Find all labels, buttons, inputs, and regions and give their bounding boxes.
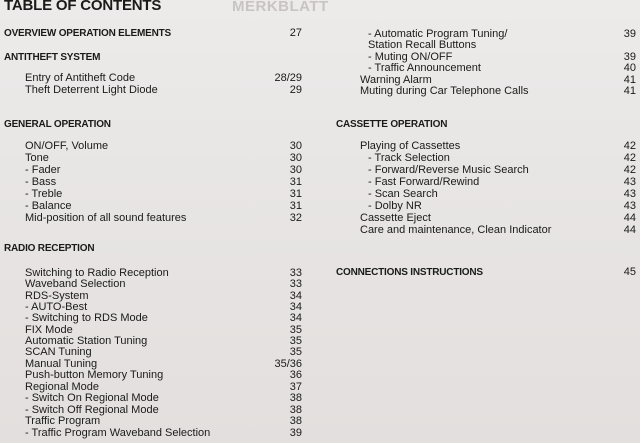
entry-label: FIX Mode	[25, 324, 73, 336]
entry-label: - Automatic Program Tuning/	[368, 28, 508, 40]
entry-label: - Switch Off Regional Mode	[25, 404, 159, 416]
page-number: 31	[289, 188, 302, 200]
entry-label: Care and maintenance, Clean Indicator	[360, 224, 552, 236]
entry-label: - Treble	[25, 188, 63, 200]
toc-entry	[360, 140, 636, 152]
entry-label: - Traffic Announcement	[368, 62, 481, 74]
page-number: 32	[289, 212, 302, 224]
entry-label: Regional Mode	[25, 381, 99, 393]
entry-label: - Muting ON/OFF	[368, 51, 453, 63]
page-number: 29	[289, 84, 302, 96]
page-number: 35	[289, 324, 302, 336]
page-number: 38	[289, 415, 302, 427]
entry-label: - Bass	[25, 176, 57, 188]
page-number: 37	[289, 381, 302, 393]
toc-entry	[368, 62, 636, 74]
entry-label: Push-button Memory Tuning	[25, 369, 164, 381]
section-heading-general: GENERAL OPERATION	[4, 119, 111, 130]
entry-label: - Switching to RDS Mode	[25, 312, 148, 324]
entry-label: Mid-position of all sound features	[25, 212, 187, 224]
toc-entry	[368, 200, 636, 212]
toc-entry	[25, 140, 302, 152]
entry-label: Tone	[25, 152, 49, 164]
entry-label: - Dolby NR	[368, 200, 422, 212]
page-title: TABLE OF CONTENTS	[4, 0, 162, 14]
entry-label: Station Recall Buttons	[368, 39, 477, 51]
entry-label: Manual Tuning	[25, 358, 98, 370]
page-number: 36	[289, 369, 302, 381]
entry-label: Muting during Car Telephone Calls	[360, 85, 529, 97]
page-number: 42	[623, 152, 636, 164]
page-number: 45	[623, 266, 636, 278]
toc-entry	[25, 164, 302, 176]
toc-entry	[368, 152, 636, 164]
page-number: 40	[623, 62, 636, 74]
toc-entry	[25, 415, 302, 427]
toc-entry	[25, 278, 302, 290]
entry-label: Entry of Antitheft Code	[25, 72, 136, 84]
entry-label: - Track Selection	[368, 152, 450, 164]
page-number: 31	[289, 176, 302, 188]
section-heading-radio: RADIO RECEPTION	[4, 243, 95, 254]
page-number: 41	[623, 74, 636, 86]
entry-label: - Traffic Program Waveband Selection	[25, 427, 211, 439]
entry-label: Playing of Cassettes	[360, 140, 461, 152]
page-number: 33	[289, 267, 302, 279]
toc-entry	[25, 176, 302, 188]
page-number: 39	[623, 28, 636, 40]
section-heading-antitheft: ANTITHEFT SYSTEM	[4, 52, 101, 63]
entry-label: Waveband Selection	[25, 278, 126, 290]
page-number: 33	[289, 278, 302, 290]
toc-entry	[25, 188, 302, 200]
entry-label: - AUTO-Best	[25, 301, 88, 313]
entry-label: - Fast Forward/Rewind	[368, 176, 480, 188]
toc-entry	[25, 427, 302, 439]
entry-label: Warning Alarm	[360, 74, 432, 86]
page-number: 35	[289, 335, 302, 347]
toc-entry	[25, 84, 302, 96]
toc-entry	[368, 176, 636, 188]
toc-entry-connections	[336, 266, 636, 278]
page-number: 39	[289, 427, 302, 439]
page-number: 34	[289, 301, 302, 313]
page-number: 34	[289, 312, 302, 324]
entry-label: - Fader	[25, 164, 61, 176]
entry-label: Automatic Station Tuning	[25, 335, 148, 347]
entry-label: RDS-System	[25, 290, 89, 302]
entry-label: SCAN Tuning	[25, 346, 92, 358]
entry-label: Cassette Eject	[360, 212, 431, 224]
page-number: 39	[623, 51, 636, 63]
page-number: 27	[289, 27, 302, 39]
page-number: 43	[623, 176, 636, 188]
entry-label: Switching to Radio Reception	[25, 267, 169, 279]
section-heading-cassette: CASSETTE OPERATION	[336, 119, 448, 130]
toc-entry	[368, 164, 636, 176]
page-number: 30	[289, 140, 302, 152]
toc-entry	[25, 200, 302, 212]
page-number: 34	[289, 290, 302, 302]
toc-entry	[25, 212, 302, 224]
section-heading-overview: OVERVIEW OPERATION ELEMENTS	[4, 28, 172, 39]
page-number: 31	[289, 200, 302, 212]
toc-entry	[368, 39, 636, 51]
toc-entry	[25, 346, 302, 358]
page-number: 42	[623, 164, 636, 176]
toc-entry	[25, 152, 302, 164]
page-number: 30	[289, 152, 302, 164]
page-number: 42	[623, 140, 636, 152]
page-number: 44	[623, 212, 636, 224]
page-number: 28/29	[274, 72, 302, 84]
entry-label: - Scan Search	[368, 188, 438, 200]
page-number: 38	[289, 404, 302, 416]
entry-label: - Forward/Reverse Music Search	[368, 164, 529, 176]
toc-entry	[360, 85, 636, 97]
toc-entry	[25, 312, 302, 324]
entry-label: Theft Deterrent Light Diode	[25, 84, 158, 96]
toc-entry	[25, 72, 302, 84]
page-number: 41	[623, 85, 636, 97]
toc-entry-overview	[4, 27, 302, 39]
page-number: 38	[289, 392, 302, 404]
toc-entry	[368, 188, 636, 200]
entry-label: - Switch On Regional Mode	[25, 392, 159, 404]
page-number: 30	[289, 164, 302, 176]
page-number: 43	[623, 200, 636, 212]
entry-label: ON/OFF, Volume	[25, 140, 109, 152]
toc-entry	[360, 224, 636, 236]
bleed-through-title: MERKBLATT	[232, 0, 329, 15]
section-heading-connections: CONNECTIONS INSTRUCTIONS	[336, 267, 483, 278]
page-number: 43	[623, 188, 636, 200]
page-number: 35	[289, 346, 302, 358]
entry-label: - Balance	[25, 200, 72, 212]
toc-entry	[25, 369, 302, 381]
toc-entry	[360, 212, 636, 224]
toc-entry	[25, 392, 302, 404]
entry-label: Traffic Program	[25, 415, 101, 427]
page-number: 44	[623, 224, 636, 236]
page-number: 35/36	[274, 358, 302, 370]
